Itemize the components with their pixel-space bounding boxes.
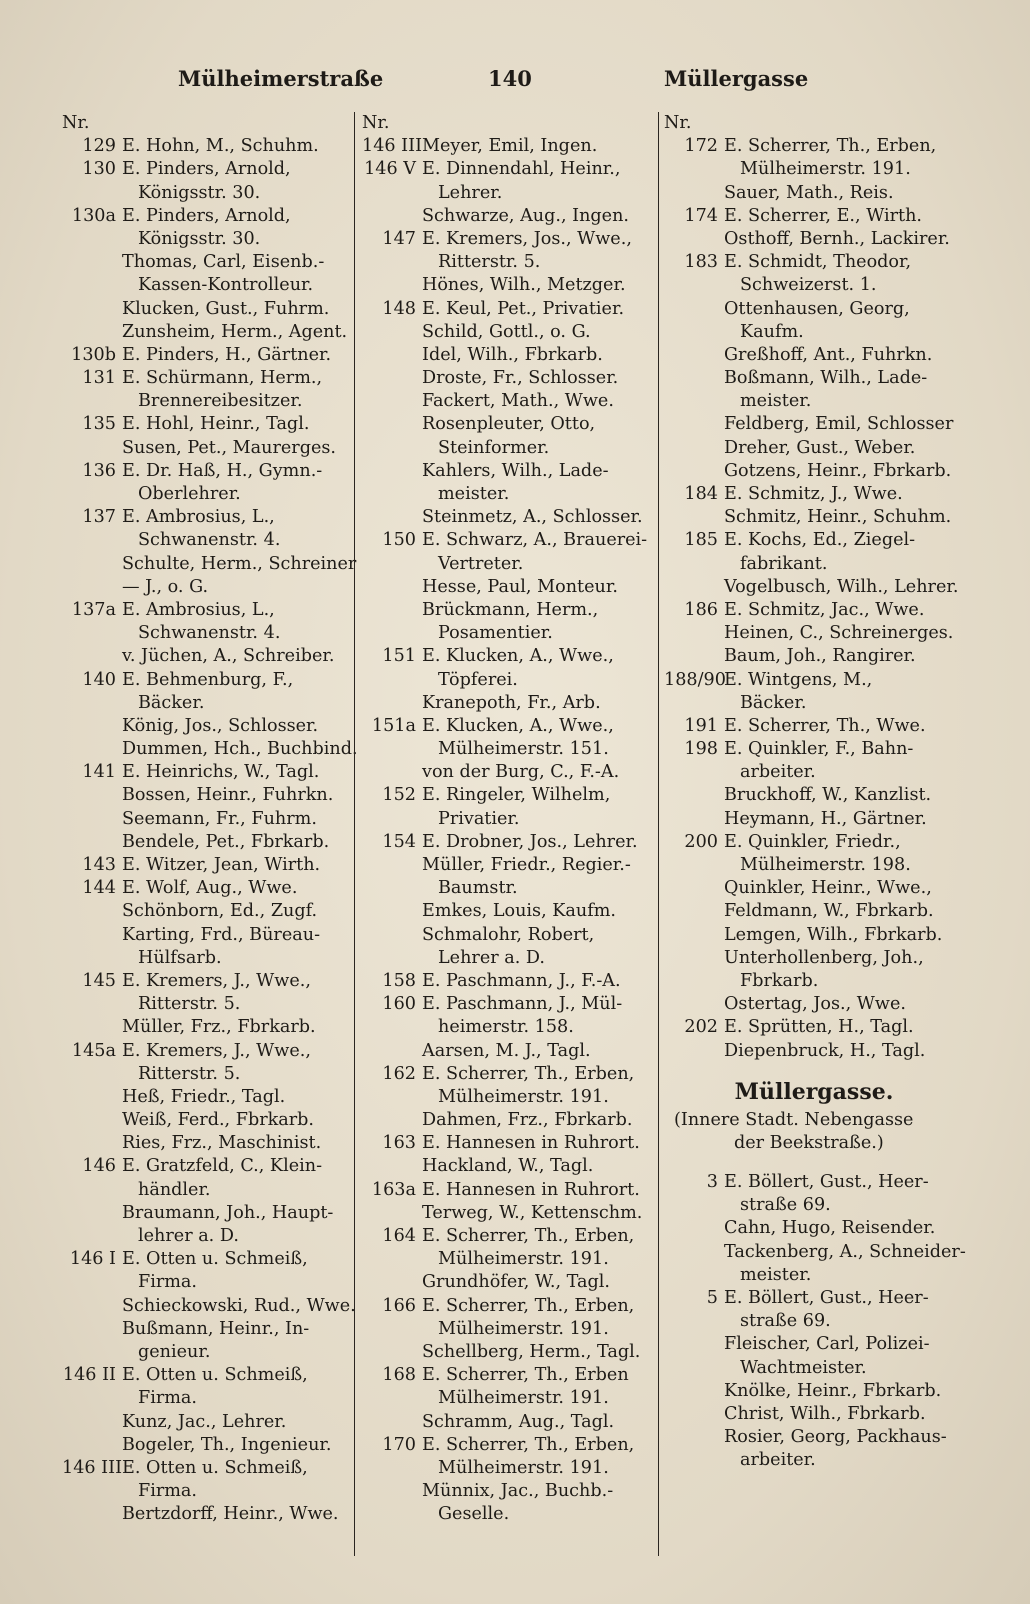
resident-entry: Boßmann, Wilh., Lade- — [724, 368, 928, 389]
continuation-line: Schwanenstr. 4. — [138, 623, 281, 644]
entry-line — [62, 669, 350, 692]
continuation-line: Lehrer a. D. — [438, 947, 545, 968]
owner-entry: E. Witzer, Jean, Wirth. — [122, 855, 321, 875]
owner-entry: E. Schmidt, Theodor, — [724, 252, 912, 273]
house-number: 188/90 — [664, 669, 726, 690]
owner-entry: E. Gratzfeld, C., Klein- — [122, 1156, 323, 1177]
resident-entry: Thomas, Carl, Eisenb.- — [122, 252, 325, 273]
resident-entry: Fackert, Math., Wwe. — [422, 391, 614, 412]
resident-entry: Schild, Gottl., o. G. — [422, 321, 591, 342]
continuation-line: Mülheimerstr. 191. — [438, 1457, 609, 1478]
owner-entry: E. Otten u. Schmeiß, — [122, 1457, 308, 1478]
continuation-line: Schwanenstr. 4. — [138, 530, 281, 551]
house-number: 135 — [82, 414, 116, 435]
resident-entry: Bruckhoff, W., Kanzlist. — [724, 785, 932, 806]
continuation-line: Firma. — [138, 1272, 198, 1293]
continuation-line: Töpferei. — [438, 669, 518, 690]
header-left-street: Mülheimerstraße — [178, 66, 384, 91]
house-number: 143 — [82, 855, 116, 875]
house-number: 185 — [684, 530, 718, 551]
entry-line — [664, 599, 964, 622]
resident-entry: Feldberg, Emil, Schlosser — [724, 414, 954, 435]
resident-entry: Dahmen, Frz., Fbrkarb. — [422, 1110, 633, 1131]
continuation-line: Brennereibesitzer. — [138, 391, 303, 412]
resident-entry: Ries, Frz., Maschinist. — [122, 1133, 322, 1154]
resident-entry: Fleischer, Carl, Polizei- — [724, 1334, 930, 1355]
continuation-line: meister. — [740, 1264, 812, 1285]
entry-line — [362, 298, 654, 321]
resident-entry: Münnix, Jac., Buchb.- — [422, 1481, 614, 1502]
house-number: 131 — [82, 368, 116, 389]
entry-line — [362, 645, 654, 668]
resident-entry: Bertzdorff, Heinr., Wwe. — [122, 1504, 339, 1525]
house-number: 145 — [82, 970, 116, 991]
resident-entry: — J., o. G. — [122, 576, 209, 597]
entry-line — [62, 158, 350, 181]
owner-entry: E. Pinders, H., Gärtner. — [122, 344, 332, 365]
resident-entry: Grundhöfer, W., Tagl. — [422, 1272, 611, 1293]
entry-line — [362, 135, 654, 158]
continuation-line: Steinformer. — [438, 437, 550, 458]
owner-entry: E. Scherrer, Th., Erben — [422, 1365, 629, 1386]
house-number: 136 — [82, 460, 116, 481]
house-number: 160 — [382, 994, 416, 1015]
continuation-line: Mülheimerstr. 191. — [438, 1249, 609, 1270]
resident-entry: Vogelbusch, Wilh., Lehrer. — [724, 576, 959, 597]
column-left — [62, 112, 358, 1526]
resident-entry: Osthoff, Bernh., Lackirer. — [724, 228, 950, 249]
continuation-line: genieur. — [138, 1341, 211, 1362]
continuation-line: Ritterstr. 5. — [138, 994, 241, 1015]
resident-entry: Quinkler, Heinr., Wwe., — [724, 878, 932, 899]
entry-line — [62, 1248, 350, 1271]
owner-entry: E. Dinnendahl, Heinr., — [422, 159, 621, 180]
resident-entry: Schmalohr, Robert, — [422, 924, 595, 945]
resident-entry: Emkes, Louis, Kaufm. — [422, 901, 617, 922]
owner-entry: E. Hohl, Heinr., Tagl. — [122, 414, 310, 435]
house-number: 191 — [684, 715, 718, 736]
column-divider-left — [354, 112, 355, 1556]
resident-entry: Sauer, Math., Reis. — [724, 182, 894, 203]
resident-entry: Ostertag, Jos., Wwe. — [724, 994, 906, 1015]
entry-line — [362, 1225, 654, 1248]
entry-line — [62, 413, 350, 436]
continuation-line: fabrikant. — [740, 553, 828, 574]
continuation-line: arbeiter. — [740, 762, 816, 783]
house-number: 148 — [382, 298, 416, 319]
owner-entry: E. Paschmann, J., F.-A. — [422, 970, 621, 991]
entry-line — [362, 784, 654, 807]
resident-entry: Seemann, Fr., Fuhrm. — [122, 808, 317, 829]
continuation-line: Ritterstr. 5. — [438, 252, 541, 273]
resident-entry: Tackenberg, A., Schneider- — [724, 1241, 966, 1262]
house-number: 170 — [382, 1434, 416, 1455]
house-number: 146 I — [69, 1249, 116, 1270]
entry-line — [362, 970, 654, 993]
house-number: 144 — [82, 878, 116, 899]
resident-entry: Zunsheim, Herm., Agent. — [122, 321, 348, 342]
resident-entry: Karting, Frd., Büreau- — [122, 924, 321, 945]
continuation-line: Königsstr. 30. — [138, 182, 261, 203]
owner-entry: E. Scherrer, Th., Erben, — [422, 1434, 635, 1455]
house-number: 130a — [71, 205, 116, 226]
house-number: 5 — [706, 1288, 718, 1308]
resident-entry: Heymann, H., Gärtner. — [724, 808, 927, 829]
street-section-subtitle: (Innere Stadt. Nebengasse — [674, 1109, 914, 1130]
entry-line — [62, 344, 350, 367]
owner-entry: E. Pinders, Arnold, — [122, 159, 291, 180]
owner-entry: E. Wolf, Aug., Wwe. — [122, 878, 298, 899]
resident-entry: Kahlers, Wilh., Lade- — [422, 460, 609, 481]
owner-entry: E. Ambrosius, L., — [122, 507, 275, 528]
continuation-line: händler. — [138, 1179, 211, 1200]
entry-line — [62, 854, 350, 877]
resident-entry: Schmitz, Heinr., Schuhm. — [724, 507, 952, 528]
continuation-line: Ritterstr. 5. — [138, 1063, 241, 1084]
continuation-line: Baumstr. — [438, 878, 518, 899]
column-middle — [362, 112, 654, 1526]
number-column-label: Nr. — [664, 113, 692, 133]
house-number: 146 II — [62, 1365, 116, 1386]
resident-entry: Müller, Frz., Fbrkarb. — [122, 1017, 316, 1038]
owner-entry: E. Scherrer, Th., Erben, — [422, 1226, 635, 1246]
resident-entry: Schönborn, Ed., Zugf. — [122, 901, 318, 922]
resident-entry: Lemgen, Wilh., Fbrkarb. — [724, 924, 943, 945]
owner-entry: E. Scherrer, E., Wirth. — [724, 205, 922, 226]
resident-entry: Weiß, Ferd., Fbrkarb. — [122, 1110, 315, 1131]
house-number: 146 — [82, 1156, 116, 1177]
owner-entry: E. Pinders, Arnold, — [122, 205, 291, 226]
continuation-line: Mülheimerstr. 191. — [438, 1086, 609, 1107]
house-number: 168 — [382, 1365, 416, 1386]
owner-entry: E. Otten u. Schmeiß, — [122, 1249, 308, 1270]
entry-line — [664, 529, 964, 552]
entry-line — [664, 669, 964, 692]
resident-entry: Heß, Friedr., Tagl. — [122, 1086, 286, 1107]
house-number: 151a — [371, 715, 416, 736]
house-number: 172 — [684, 136, 718, 157]
continuation-line: Hülfsarb. — [138, 947, 222, 968]
entry-line — [664, 831, 964, 854]
continuation-line: Vertreter. — [438, 553, 524, 574]
owner-entry: E. Hannesen in Ruhrort. — [422, 1179, 640, 1200]
house-number: 184 — [684, 484, 718, 504]
house-number: 140 — [82, 669, 116, 690]
entry-line — [664, 1016, 964, 1039]
resident-entry: Bendele, Pet., Fbrkarb. — [122, 831, 330, 852]
continuation-line: meister. — [740, 391, 812, 412]
owner-entry: E. Drobner, Jos., Lehrer. — [422, 831, 638, 852]
entry-line — [664, 1287, 964, 1310]
column-right — [664, 112, 964, 1473]
owner-entry: E. Paschmann, J., Mül- — [422, 994, 623, 1015]
resident-entry: Kunz, Jac., Lehrer. — [122, 1411, 287, 1432]
resident-entry: Cahn, Hugo, Reisender. — [724, 1218, 936, 1239]
resident-entry: Müller, Friedr., Regier.- — [422, 855, 631, 875]
house-number: 152 — [382, 785, 416, 806]
house-number: 183 — [684, 252, 718, 273]
owner-entry: E. Kremers, J., Wwe., — [122, 1040, 311, 1061]
continuation-line: Geselle. — [438, 1504, 510, 1525]
owner-entry: E. Schwarz, A., Brauerei- — [422, 530, 648, 551]
continuation-line: Wachtmeister. — [740, 1357, 867, 1378]
entry-line — [362, 715, 654, 738]
entry-line — [664, 715, 964, 738]
resident-entry: Schellberg, Herm., Tagl. — [422, 1341, 641, 1362]
resident-entry: Baum, Joh., Rangirer. — [724, 646, 916, 667]
house-number: 129 — [82, 136, 116, 157]
entry-line — [62, 367, 350, 390]
entry-line — [362, 1132, 654, 1155]
continuation-line: Oberlehrer. — [138, 484, 241, 504]
entry-line — [62, 1155, 350, 1178]
resident-entry: Greßhoff, Ant., Fuhrkn. — [724, 344, 933, 365]
entry-line — [362, 1179, 654, 1202]
resident-entry: König, Jos., Schlosser. — [122, 715, 319, 736]
resident-entry: Hackland, W., Tagl. — [422, 1156, 594, 1177]
number-column-label: Nr. — [362, 113, 390, 133]
resident-entry: Feldmann, W., Fbrkarb. — [724, 901, 934, 922]
owner-entry: E. Klucken, A., Wwe., — [422, 715, 614, 736]
house-number: 163a — [371, 1179, 416, 1200]
resident-entry: Braumann, Joh., Haupt- — [122, 1202, 334, 1223]
header-right-street: Müllergasse — [664, 66, 809, 91]
owner-entry: E. Quinkler, Friedr., — [724, 831, 901, 852]
street-section-subtitle: der Beekstraße.) — [734, 1132, 884, 1153]
continuation-line: Fbrkarb. — [740, 970, 819, 991]
entry-line — [664, 251, 964, 274]
house-number: 146 V — [364, 159, 416, 180]
owner-entry: E. Heinrichs, W., Tagl. — [122, 762, 320, 783]
entry-line — [362, 228, 654, 251]
owner-entry: E. Kremers, J., Wwe., — [122, 970, 311, 991]
owner-entry: E. Schmitz, Jac., Wwe. — [724, 599, 925, 620]
entry-line — [362, 993, 654, 1016]
owner-entry: E. Scherrer, Th., Erben, — [422, 1063, 635, 1084]
owner-entry: E. Quinkler, F., Bahn- — [724, 739, 914, 760]
page-number: 140 — [488, 66, 532, 91]
continuation-line: Privatier. — [438, 808, 520, 829]
resident-entry: Brückmann, Herm., — [422, 599, 599, 620]
owner-entry: E. Böllert, Gust., Heer- — [724, 1172, 929, 1193]
entry-line — [362, 831, 654, 854]
entry-line — [362, 1434, 654, 1457]
owner-entry: E. Hohn, M., Schuhm. — [122, 136, 319, 157]
resident-entry: Schramm, Aug., Tagl. — [422, 1411, 615, 1432]
owner-entry: E. Otten u. Schmeiß, — [122, 1365, 308, 1386]
resident-entry: Bossen, Heinr., Fuhrkn. — [122, 785, 334, 806]
resident-entry: Hönes, Wilh., Metzger. — [422, 275, 626, 296]
entry-line — [362, 1063, 654, 1086]
house-number: 147 — [382, 228, 416, 249]
owner-entry: E. Sprütten, H., Tagl. — [724, 1017, 914, 1038]
house-number: 137a — [71, 599, 116, 620]
entry-line — [62, 761, 350, 784]
continuation-line: Kassen-Kontrolleur. — [138, 275, 314, 296]
entry-line — [664, 1171, 964, 1194]
entry-line — [664, 483, 964, 506]
resident-entry: Bogeler, Th., Ingenieur. — [122, 1434, 332, 1455]
resident-entry: Kranepoth, Fr., Arb. — [422, 692, 601, 713]
house-number: 163 — [382, 1133, 416, 1154]
entry-line — [62, 1040, 350, 1063]
street-section-title: Müllergasse. — [734, 1078, 894, 1105]
house-number: 158 — [382, 970, 416, 991]
entry-line — [362, 529, 654, 552]
continuation-line: Bäcker. — [138, 692, 205, 713]
entry-line — [62, 460, 350, 483]
resident-entry: Hesse, Paul, Monteur. — [422, 576, 618, 597]
resident-entry: Dreher, Gust., Weber. — [724, 437, 916, 458]
owner-entry: E. Hannesen in Ruhrort. — [422, 1133, 640, 1154]
resident-entry: Schieckowski, Rud., Wwe. — [122, 1295, 356, 1316]
resident-entry: Knölke, Heinr., Fbrkarb. — [724, 1380, 942, 1401]
resident-entry: Schwarze, Aug., Ingen. — [422, 205, 630, 226]
number-column-label: Nr. — [62, 113, 90, 133]
continuation-line: Firma. — [138, 1481, 198, 1502]
continuation-line: Firma. — [138, 1388, 198, 1409]
owner-entry: E. Ringeler, Wilhelm, — [422, 785, 611, 806]
owner-entry: E. Wintgens, M., — [724, 669, 873, 690]
entry-line — [362, 1364, 654, 1387]
owner-entry: E. Behmenburg, F., — [122, 669, 294, 690]
resident-entry: Rosier, Georg, Packhaus- — [724, 1427, 947, 1448]
resident-entry: Klucken, Gust., Fuhrm. — [122, 298, 330, 319]
house-number: 141 — [82, 762, 116, 783]
house-number: 137 — [82, 507, 116, 528]
continuation-line: Mülheimerstr. 151. — [438, 739, 609, 760]
continuation-line: straße 69. — [740, 1311, 831, 1332]
resident-entry: Unterhollenberg, Joh., — [724, 947, 924, 968]
continuation-line: Königsstr. 30. — [138, 228, 261, 249]
owner-entry: E. Ambrosius, L., — [122, 599, 275, 620]
resident-entry: Terweg, W., Kettenschm. — [422, 1202, 643, 1223]
resident-entry: Christ, Wilh., Fbrkarb. — [724, 1403, 926, 1424]
owner-entry: E. Böllert, Gust., Heer- — [724, 1288, 929, 1308]
house-number: 154 — [382, 831, 416, 852]
owner-entry: E. Schürmann, Herm., — [122, 368, 323, 389]
entry-line — [62, 970, 350, 993]
resident-entry: Dummen, Hch., Buchbind. — [122, 739, 358, 760]
house-number: 150 — [382, 530, 416, 551]
house-number: 130b — [71, 344, 116, 365]
entry-line — [664, 135, 964, 158]
resident-entry: Rosenpleuter, Otto, — [422, 414, 596, 435]
entry-line — [664, 205, 964, 228]
resident-entry: Heinen, C., Schreinerges. — [724, 623, 954, 644]
owner-entry: E. Kremers, Jos., Wwe., — [422, 228, 632, 249]
house-number: 3 — [706, 1172, 718, 1193]
house-number: 164 — [382, 1226, 416, 1246]
continuation-line: meister. — [438, 484, 510, 504]
house-number: 162 — [382, 1063, 416, 1084]
resident-entry: Gotzens, Heinr., Fbrkarb. — [724, 460, 952, 481]
owner-entry: E. Schmitz, J., Wwe. — [724, 484, 903, 504]
resident-entry: Susen, Pet., Maurerges. — [122, 437, 337, 458]
continuation-line: Schweizerst. 1. — [740, 275, 877, 296]
continuation-line: Mülheimerstr. 191. — [438, 1318, 609, 1339]
entry-line — [62, 205, 350, 228]
house-number: 198 — [684, 739, 718, 760]
continuation-line: lehrer a. D. — [138, 1226, 239, 1246]
resident-entry: Droste, Fr., Schlosser. — [422, 368, 619, 389]
entry-line — [62, 877, 350, 900]
house-number: 174 — [684, 205, 718, 226]
continuation-line: Mülheimerstr. 198. — [740, 855, 911, 875]
house-number: 151 — [382, 646, 416, 667]
house-number: 130 — [82, 159, 116, 180]
entry-line — [62, 599, 350, 622]
resident-entry: Bußmann, Heinr., In- — [122, 1318, 310, 1339]
resident-entry: Aarsen, M. J., Tagl. — [422, 1040, 591, 1061]
continuation-line: Mülheimerstr. 191. — [740, 159, 911, 180]
house-number: 146 III — [362, 136, 423, 157]
entry-line — [62, 1457, 350, 1480]
entry-line — [362, 158, 654, 181]
owner-entry: E. Kochs, Ed., Ziegel- — [724, 530, 916, 551]
owner-entry: Meyer, Emil, Ingen. — [422, 136, 598, 157]
entry-line — [62, 135, 350, 158]
house-number: 200 — [684, 831, 718, 852]
owner-entry: E. Keul, Pet., Privatier. — [422, 298, 625, 319]
owner-entry: E. Dr. Haß, H., Gymn.- — [122, 460, 323, 481]
resident-entry: Idel, Wilh., Fbrkarb. — [422, 344, 603, 365]
entry-line — [664, 738, 964, 761]
continuation-line: Lehrer. — [438, 182, 503, 203]
continuation-line: straße 69. — [740, 1195, 831, 1216]
owner-entry: E. Scherrer, Th., Erben, — [724, 136, 937, 157]
entry-line — [62, 1364, 350, 1387]
resident-entry: von der Burg, C., F.-A. — [422, 762, 620, 783]
house-number: 145a — [71, 1040, 116, 1061]
owner-entry: E. Scherrer, Th., Erben, — [422, 1295, 635, 1316]
house-number: 146 III — [62, 1457, 123, 1478]
column-divider-right — [658, 112, 659, 1556]
house-number: 166 — [382, 1295, 416, 1316]
resident-entry: Schulte, Herm., Schreiner — [122, 553, 357, 574]
continuation-line: Bäcker. — [740, 692, 807, 713]
house-number: 202 — [684, 1017, 718, 1038]
resident-entry: Steinmetz, A., Schlosser. — [422, 507, 643, 528]
entry-line — [62, 506, 350, 529]
continuation-line: heimerstr. 158. — [438, 1017, 574, 1038]
resident-entry: Diepenbruck, H., Tagl. — [724, 1040, 926, 1061]
resident-entry: Ottenhausen, Georg, — [724, 298, 910, 319]
house-number: 186 — [684, 599, 718, 620]
entry-line — [362, 1295, 654, 1318]
continuation-line: Kaufm. — [740, 321, 804, 342]
continuation-line: arbeiter. — [740, 1450, 816, 1471]
continuation-line: Mülheimerstr. 191. — [438, 1388, 609, 1409]
continuation-line: Posamentier. — [438, 623, 553, 644]
resident-entry: v. Jüchen, A., Schreiber. — [122, 646, 335, 667]
owner-entry: E. Klucken, A., Wwe., — [422, 646, 614, 667]
owner-entry: E. Scherrer, Th., Wwe. — [724, 715, 926, 736]
